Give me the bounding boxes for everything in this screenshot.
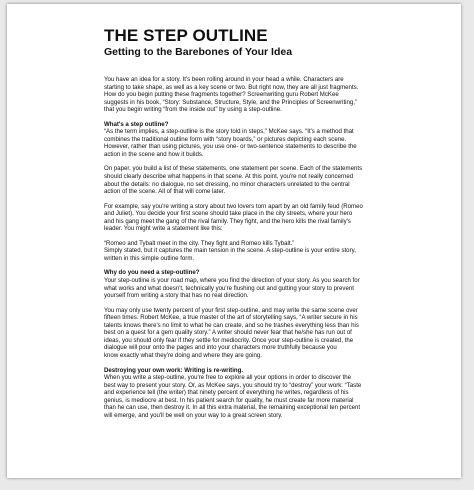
text-line: ideas, you should only fear if they settle for mediocrity. Once your step-outline is created, the	[104, 336, 354, 344]
intro-paragraph	[104, 76, 409, 114]
text-line: that you begin writing “from the inside out” by using a step-outline.	[104, 106, 282, 114]
text-line: fifteen times. Robert McKee, a true master of the art of storytelling says, “A writer secure in his	[104, 314, 358, 322]
text-line: However, rather than using pictures, you use one- or two-sentence statements to describe the	[104, 143, 357, 151]
text-line: starting to take shape, as well as a key scene or two. But right now, they are all just fragments.	[104, 83, 359, 91]
section-heading-step-outline: What's a step outline?	[104, 120, 169, 128]
text-line: On paper, you build a list of these statements, one statement per scene. Each of the statements	[104, 165, 363, 173]
document-page	[7, 4, 461, 478]
paragraph	[104, 165, 409, 195]
paragraph	[104, 203, 409, 233]
text-line: should clearly describe what happens in that scene. At this point, you're not really concerned	[104, 173, 354, 181]
text-line: Simply stated, but it captures the main tension in the scene. A step-outline is your entire story,	[104, 247, 356, 255]
page-subtitle: Getting to the Barebones of Your Idea	[104, 46, 293, 58]
text-line: talents knows there's no limit to what he can create, and so he trashes everything less than his	[104, 321, 359, 329]
text-line: and Juliet). You decide your first scene should take place in the city streets, where your hero	[104, 210, 353, 218]
section-heading-why-step-outline: Why do you need a step-outline?	[104, 269, 200, 277]
page-title: THE STEP OUTLINE	[104, 26, 268, 45]
text-line: “As the term implies, a step-outline is the story told in steps,” McKee says. “It's a method that	[104, 128, 354, 136]
text-line: written in this simple outline form.	[104, 254, 195, 262]
text-line: best on a quest for a gem quality story.” A writer should never fear that he/she has run out of	[104, 329, 352, 337]
text-line: action in the scene and how it builds.	[104, 150, 204, 158]
paragraph	[104, 374, 409, 419]
paragraph	[104, 307, 409, 360]
text-line: will emerge, and you'll be well on your way to a great screen story.	[104, 411, 283, 419]
text-line: “Romeo and Tybalt meet in the city. They fight and Romeo kills Tybalt.”	[104, 239, 295, 247]
text-line: know exactly what they're doing and where they are going.	[104, 351, 263, 359]
text-line: For example, say you're writing a story about two lovers torn apart by an old family feud (Romeo	[104, 202, 363, 210]
text-line: and experience tell (the writer) that ninety percent of everything he writes, regardless of his	[104, 389, 349, 397]
text-line: genius, is mediocre at best. In his patient search for quality, he must create far more material	[104, 396, 354, 404]
text-line: what works and what doesn't, technically you're flushing out and gutting your story to prevent	[104, 284, 354, 292]
paragraph	[104, 128, 409, 158]
text-line: When you write a step-outline, you're free to explore all your options in order to discover the	[104, 374, 352, 382]
text-line: leader. You might write a statement like this:	[104, 225, 223, 233]
text-line: You have an idea for a story. It's been rolling around in your head a while. Characters are	[104, 76, 344, 83]
text-line: suggests in his book, “Story: Substance, Structure, Style, and the Principles of Screenwriting,”	[104, 98, 358, 106]
text-line: action of the scene. All of that will come later.	[104, 188, 226, 196]
text-line: yourself from writing a story that has no real direction.	[104, 292, 249, 300]
text-line: and his gang meet the gang of the rival family. They fight, and the hero kills the rival family's	[104, 217, 351, 225]
text-line: than he can use, then destroy it. In all this extra material, the remaining exceptional ten percent	[104, 404, 361, 412]
text-line: dialogue will pour onto the pages and into your characters more truthfully because you	[104, 344, 337, 352]
section-heading-destroying-work: Destroying your own work: Writing is re-writing.	[104, 366, 244, 374]
text-line: best way to present your story. Or, as McKee says, you should try to “destroy” your work: “Taste	[104, 381, 362, 389]
text-line: Your step-outline is your road map, where you find the direction of your story. As you search for	[104, 277, 360, 285]
paragraph	[104, 240, 409, 263]
text-line: How do you begin putting these fragments together? Screenwriting guru Robert McKee	[104, 91, 339, 99]
document-body	[104, 76, 409, 419]
text-line: You may only use twenty percent of your first step-outline, and may write the same scene over	[104, 306, 358, 314]
text-line: combines the traditional outline form with “story boards,” or pictures depicting each scene.	[104, 135, 347, 143]
paragraph	[104, 277, 409, 300]
text-line: about the details: no dialogue, no set dressing, no minor characters unrelated to the central	[104, 180, 350, 188]
